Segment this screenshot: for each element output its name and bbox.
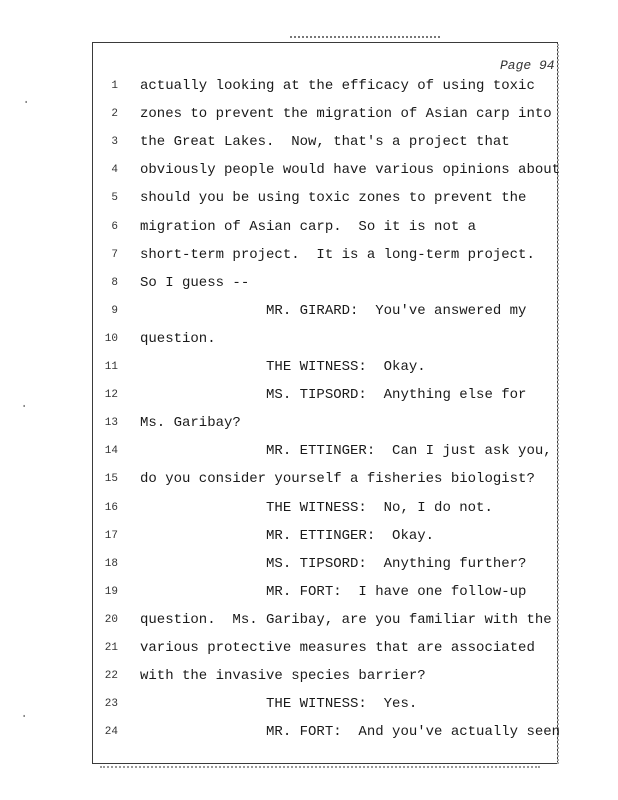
line-text: So I guess -- [140, 274, 250, 291]
line-text: should you be using toxic zones to prevent the [140, 190, 527, 207]
line-number: 13 [104, 417, 118, 430]
line-text: zones to prevent the migration of Asian carp into [140, 106, 552, 123]
transcript-line [0, 190, 618, 218]
line-number: 22 [104, 670, 118, 683]
line-number: 6 [111, 220, 118, 233]
transcript-line [0, 612, 618, 640]
scan-artifact-bottom [100, 766, 540, 772]
line-text: MR. ETTINGER: Can I just ask you, [140, 443, 552, 460]
transcript-line [0, 303, 618, 331]
line-number: 20 [104, 613, 118, 626]
margin-mark-mid: . [20, 396, 29, 412]
margin-mark-bottom: . [20, 706, 29, 722]
line-number: 7 [111, 248, 118, 261]
line-text: Ms. Garibay? [140, 415, 241, 432]
transcript-line [0, 247, 618, 275]
transcript-line [0, 219, 618, 247]
transcript-line [0, 640, 618, 668]
line-number: 4 [111, 164, 118, 177]
transcript-line [0, 696, 618, 724]
line-text: THE WITNESS: Yes. [140, 696, 418, 713]
line-text: MS. TIPSORD: Anything further? [140, 555, 527, 572]
line-text: MR. GIRARD: You've answered my [140, 302, 527, 319]
transcript-line [0, 162, 618, 190]
line-text: do you consider yourself a fisheries biologist? [140, 471, 535, 488]
transcript-line [0, 415, 618, 443]
line-text: MR. FORT: I have one follow-up [140, 583, 527, 600]
line-number: 12 [104, 389, 118, 402]
line-text: MS. TIPSORD: Anything else for [140, 387, 527, 404]
line-text: various protective measures that are associated [140, 640, 535, 656]
line-number: 11 [104, 361, 118, 373]
transcript-line [0, 724, 618, 752]
transcript-line [0, 556, 618, 584]
line-number: 14 [104, 445, 118, 458]
line-number: 8 [111, 276, 118, 289]
line-number: 2 [111, 108, 118, 121]
line-text: short-term project. It is a long-term project. [140, 246, 535, 263]
line-text: actually looking at the efficacy of using toxic [140, 78, 535, 94]
line-number: 21 [104, 642, 118, 654]
transcript-line [0, 584, 618, 612]
line-text: THE WITNESS: No, I do not. [140, 499, 493, 516]
line-number: 1 [111, 80, 118, 92]
line-number: 3 [111, 136, 118, 149]
line-number: 9 [111, 304, 118, 317]
line-number: 16 [104, 501, 118, 514]
line-text: MR. ETTINGER: Okay. [140, 527, 435, 544]
line-number: 18 [104, 557, 118, 570]
transcript-line [0, 500, 618, 528]
margin-mark-top: . [22, 92, 31, 108]
line-number: 24 [104, 726, 118, 739]
transcript-line [0, 668, 618, 696]
line-number: 15 [104, 473, 118, 486]
transcript-line [0, 106, 618, 134]
transcript-line [0, 78, 618, 106]
line-number: 5 [111, 192, 118, 205]
line-text: THE WITNESS: Okay. [140, 359, 426, 375]
transcript-line [0, 387, 618, 415]
transcript-line [0, 331, 618, 359]
line-number: 23 [104, 698, 118, 711]
transcript-line [0, 471, 618, 499]
line-number: 10 [104, 332, 118, 345]
transcript-line [0, 275, 618, 303]
line-text: the Great Lakes. Now, that's a project that [140, 134, 510, 151]
transcript-line [0, 359, 618, 387]
page-number: Page 94 [500, 58, 555, 73]
line-text: obviously people would have various opinions about [140, 162, 561, 179]
line-text: MR. FORT: And you've actually seen [140, 724, 561, 741]
line-text: migration of Asian carp. So it is not a [140, 218, 477, 235]
line-number: 19 [104, 585, 118, 598]
line-text: question. [140, 330, 216, 347]
line-text: question. Ms. Garibay, are you familiar with the [140, 611, 552, 628]
line-number: 17 [104, 529, 118, 542]
transcript-line [0, 528, 618, 556]
line-text: with the invasive species barrier? [140, 668, 426, 685]
transcript-line [0, 443, 618, 471]
transcript-line [0, 134, 618, 162]
